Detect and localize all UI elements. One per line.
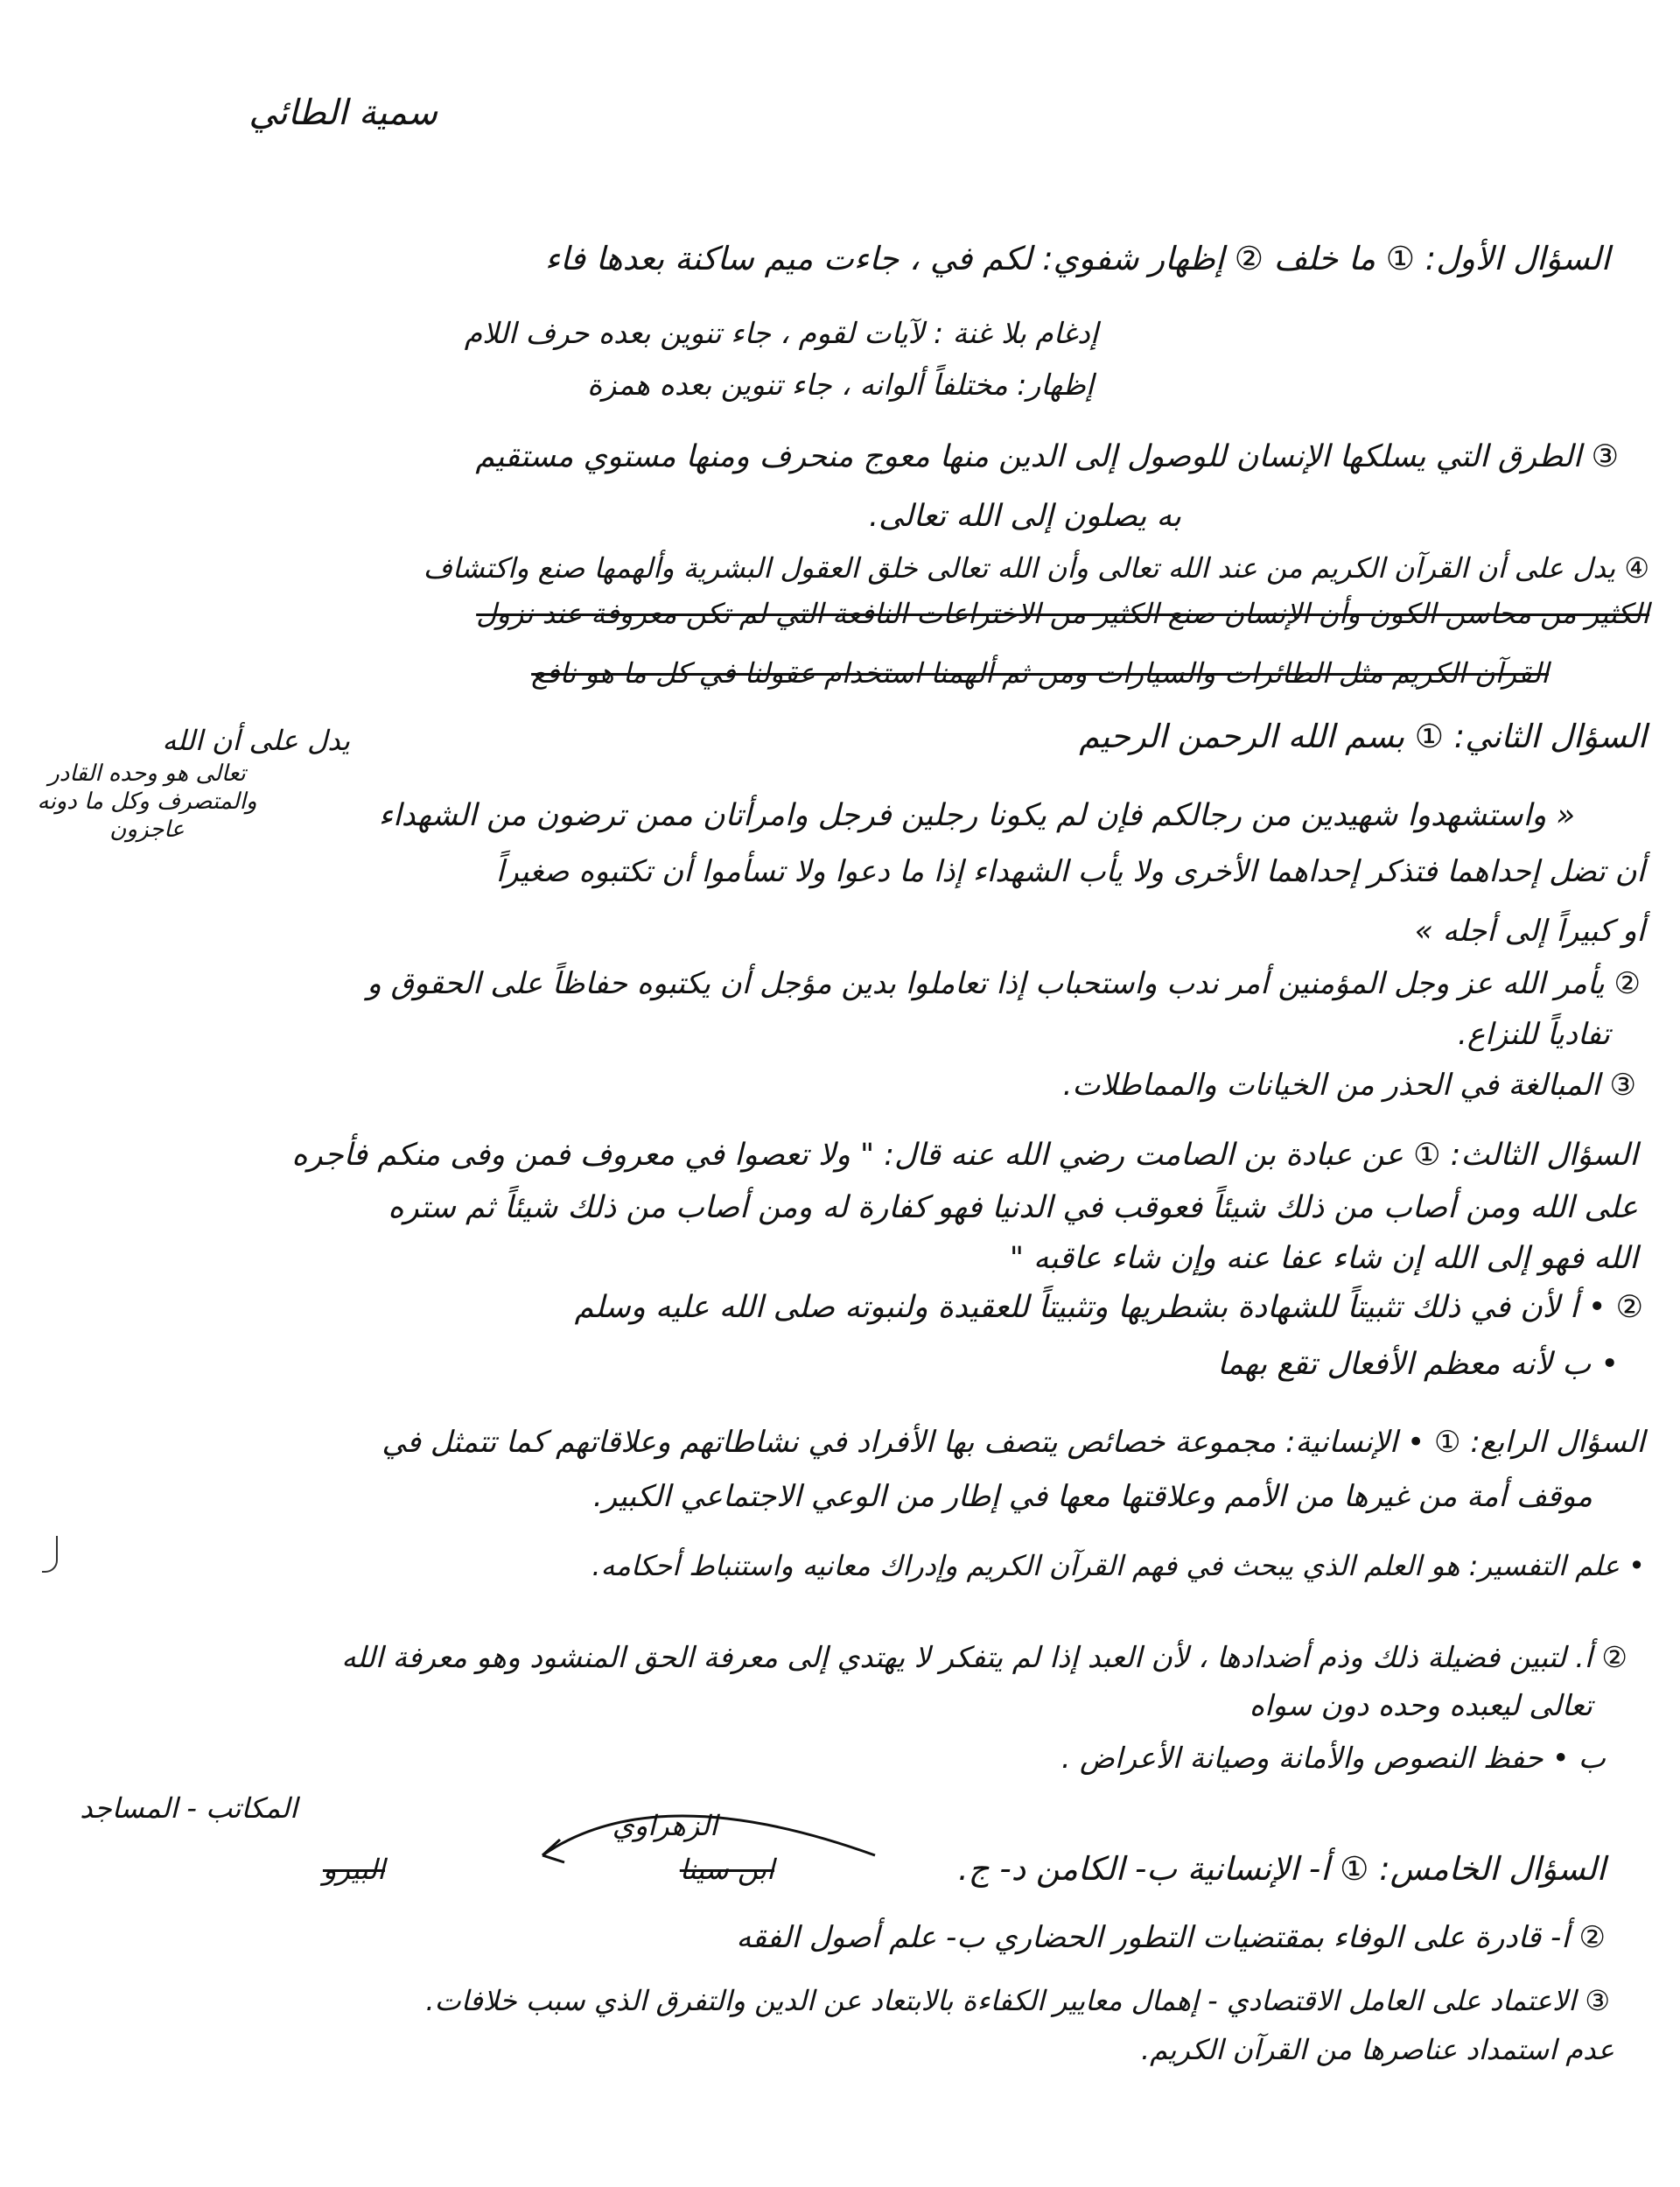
q1-item4-struck1: الكثير من محاسن الكون وأن الإنسان صنع الكثير من الاختراعات النافعة التي لم تكن معروفة عند نزول bbox=[476, 597, 1649, 630]
q4-item2-line1: ② أ. لتبين فضيلة ذلك وذم أضدادها ، لأن العبد إذا لم يتفكر لا يهتدي إلى معرفة الحق المنشود وهو معرفة الله bbox=[341, 1640, 1628, 1674]
q2-item2-line2: تفادياً للنزاع. bbox=[1458, 1017, 1610, 1052]
q4-item2-line2: تعالى ليعبده وحده دون سواه bbox=[1249, 1688, 1592, 1722]
q1-line3: إظهار: مختلفاً ألوانه ، جاء تنوين بعده همزة bbox=[587, 368, 1094, 402]
q4-item2-line3: ب • حفظ النصوص والأمانة وصيانة الأعراض . bbox=[1061, 1741, 1606, 1775]
q4-line2: موقف أمة من غيرها من الأمم وعلاقتها معها في إطار من الوعي الاجتماعي الكبير. bbox=[592, 1479, 1592, 1514]
q3-line3: الله فهو إلى الله إن شاء عفا عنه وإن شاء عاقبه " bbox=[1009, 1241, 1638, 1276]
q1-item3-line1: ③ الطرق التي يسلكها الإنسان للوصول إلى الدين منها معوج منحرف ومنها مستوي مستقيم bbox=[475, 439, 1619, 474]
q3-line2: على الله ومن أصاب من ذلك شيئاً فعوقب في الدنيا فهو كفارة له ومن أصاب من ذلك شيئاً ثم ستره bbox=[388, 1190, 1638, 1225]
q5-note-zahrawi: الزهراوي bbox=[612, 1809, 718, 1842]
q5-struck-d: ابن سينا bbox=[679, 1853, 774, 1886]
q3-item2-line1: ② • أ لأن في ذلك تثبيتاً للشهادة بشطريها وتثبيتاً للعقيدة ولنبوته صلى الله عليه وسلم bbox=[574, 1290, 1643, 1325]
q2-line3: أن تضل إحداهما فتذكر إحداهما الأخرى ولا يأب الشهداء إذا ما دعوا ولا تسأموا أن تكتبوه صغيراً bbox=[495, 854, 1645, 889]
q1-item4-struck2: القرآن الكريم مثل الطائرات والسيارات ومن ثم ألهمنا استخدام عقولنا في كل ما هو نافع bbox=[531, 656, 1549, 690]
q1-line1: السؤال الأول: ① ما خلف ② إظهار شفوي: لكم في ، جاءت ميم ساكنة بعدها فاء bbox=[544, 240, 1610, 277]
q1-item4-line2: يدل على أن الله bbox=[162, 724, 350, 757]
q1-item4-line1: ④ يدل على أن القرآن الكريم من عند الله تعالى وأن الله تعالى خلق العقول البشرية وألهمها صنع واكتشاف bbox=[423, 551, 1649, 585]
q2-item3-line1: ③ المبالغة في الحذر من الخيانات والمماطلات. bbox=[1062, 1068, 1636, 1103]
q1-line2: إدغام بلا غنة : لآيات لقوم ، جاء تنوين بعده حرف اللام bbox=[464, 316, 1098, 350]
margin-mark bbox=[42, 1536, 58, 1573]
q2-item2-line1: ② يأمر الله عز وجل المؤمنين أمر ندب واستحباب إذا تعاملوا بدين مؤجل أن يكتبوه حفاظاً على الحقوق و bbox=[367, 966, 1641, 1001]
q2-line4: أو كبيراً إلى أجله » bbox=[1414, 914, 1645, 949]
student-name: سمية الطائي bbox=[248, 93, 438, 133]
q3-line1: السؤال الثالث: ① عن عبادة بن الصامت رضي الله عنه قال: " ولا تعصوا في معروف فمن وفى منكم فأجره bbox=[291, 1138, 1638, 1173]
q5-struck-j: البيرو bbox=[322, 1853, 385, 1886]
q4-line3: • علم التفسير: هو العلم الذي يبحث في فهم القرآن الكريم وإدراك معانيه واستنباط أحكامه. bbox=[592, 1549, 1645, 1582]
q2-line1: السؤال الثاني: ① بسم الله الرحمن الرحيم bbox=[1079, 718, 1647, 755]
q5-item3-line2: عدم استمداد عناصرها من القرآن الكريم. bbox=[1140, 2033, 1614, 2066]
q1-margin-note: تعالى هو وحده القادر والمتصرف وكل ما دونه عاجزون bbox=[37, 761, 257, 843]
q5-note-top: المكاتب - المساجد bbox=[80, 1791, 298, 1825]
q3-item2-line2: • ب لأنه معظم الأفعال تقع بهما bbox=[1217, 1347, 1619, 1382]
q4-line1: السؤال الرابع: ① • الإنسانية: مجموعة خصائص يتصف بها الأفراد في نشاطاتهم وعلاقاتهم كما تتمثل في bbox=[382, 1425, 1645, 1460]
q5-item3-line1: ③ الاعتماد على العامل الاقتصادي - إهمال معايير الكفاءة بالابتعاد عن الدين والتفرق الذي سبب خلافات. bbox=[425, 1984, 1610, 2017]
q2-line2: « واستشهدوا شهيدين من رجالكم فإن لم يكونا رجلين فرجل وامرأتان ممن ترضون من الشهداء bbox=[378, 798, 1575, 833]
q5-line1: السؤال الخامس: ① أ- الإنسانية ب- الكامن د- ج. bbox=[957, 1850, 1606, 1888]
q5-item2: ② أ- قادرة على الوفاء بمقتضيات التطور الحضاري ب- علم أصول الفقه bbox=[736, 1920, 1606, 1955]
q1-item3-line2: به يصلون إلى الله تعالى. bbox=[868, 499, 1181, 534]
